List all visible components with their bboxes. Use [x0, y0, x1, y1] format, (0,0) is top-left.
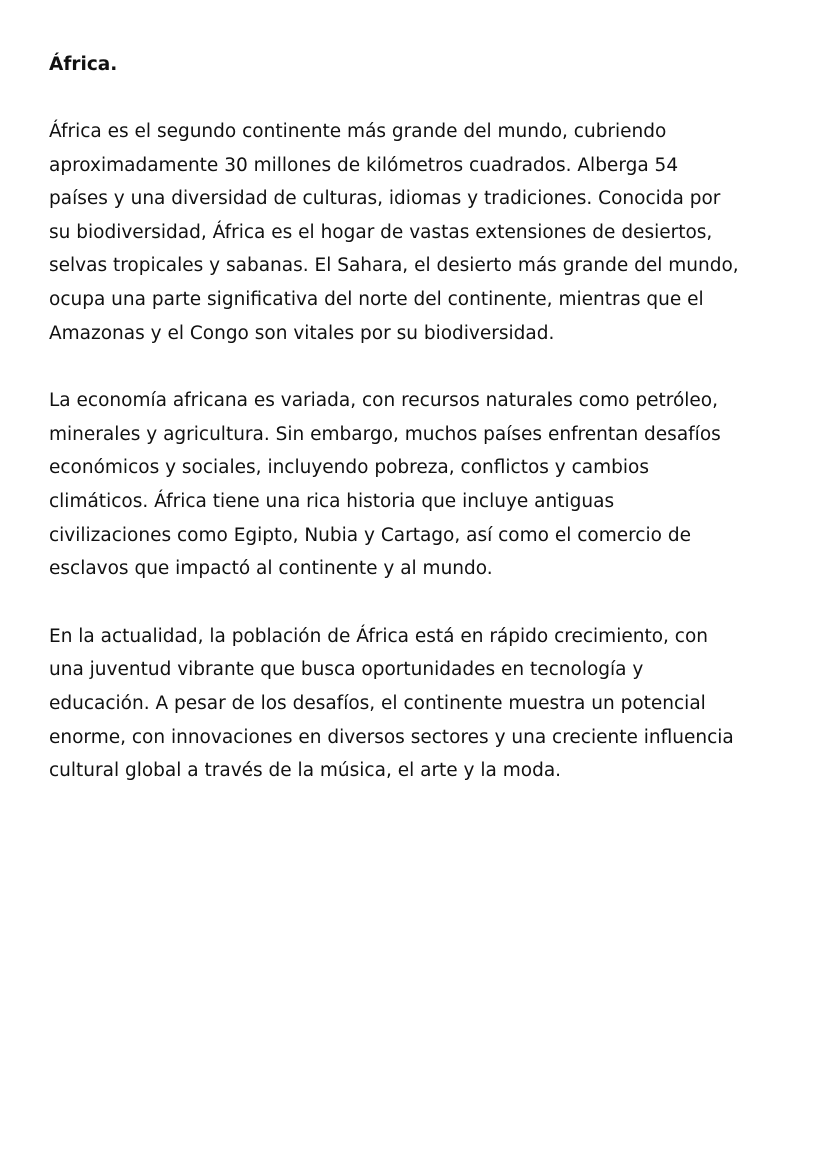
paragraph-economy-history: La economía africana es variada, con recursos naturales como petróleo, minerales y agricultura. Sin embargo, muchos países enfrentan desafíos económicos y sociales, incluyendo pobreza, conflictos y cambios climáticos. África tiene una rica historia que incluye antiguas civilizaciones como Egipto, Nubia y Cartago, así como el comercio de esclavos que impactó al continente y al mundo. [49, 390, 721, 580]
paragraph-present-day: En la actualidad, la población de África está en rápido crecimiento, con una juventud vibrante que busca oportunidades en tecnología y educación. A pesar de los desafíos, el continente muestra un potencial enorme, con innovaciones en diversos sectores y una creciente influencia cultural global a través de la música, el arte y la moda. [49, 625, 734, 782]
document-title: África. [49, 54, 118, 75]
document-body [49, 48, 739, 788]
paragraph-geography: África es el segundo continente más grande del mundo, cubriendo aproximadamente 30 millones de kilómetros cuadrados. Alberga 54 países y una diversidad de culturas, idiomas y tradiciones. Conocida por su biodiversidad, África es el hogar de vastas extensiones de desiertos, selvas tropicales y sabanas. El Sahara, el desierto más grande del mundo, ocupa una parte significativa del norte del continente, mientras que el Amazonas y el Congo son vitales por su biodiversidad. [49, 121, 739, 344]
